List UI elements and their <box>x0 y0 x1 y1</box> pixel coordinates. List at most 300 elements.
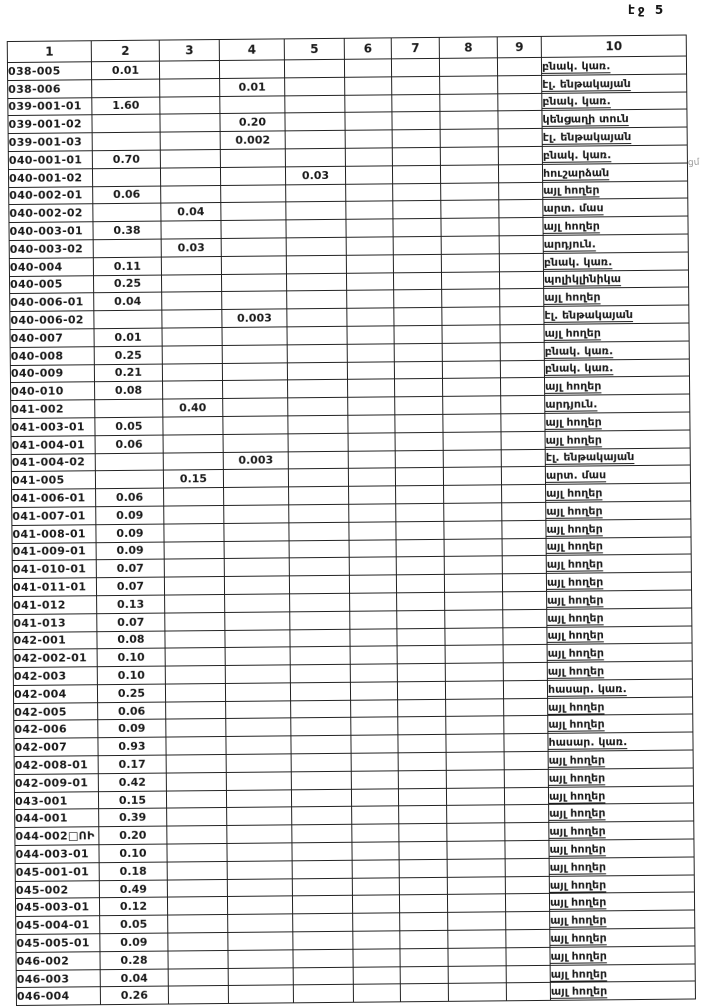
cell-value <box>345 166 392 184</box>
cell-code: 040-006-01 <box>10 293 94 312</box>
cell-code: 042-008-01 <box>14 756 98 775</box>
cell-value <box>286 202 346 220</box>
cell-value <box>291 789 351 807</box>
cell-value: 0.15 <box>163 470 223 488</box>
cell-value: 0.26 <box>100 986 168 1004</box>
cell-value <box>353 984 400 1002</box>
cell-value <box>395 450 443 468</box>
cell-value <box>498 75 542 93</box>
cell-value <box>352 895 399 913</box>
cell-value <box>398 699 446 717</box>
cell-value: 0.49 <box>99 880 167 898</box>
cell-value <box>291 753 351 771</box>
cell-landuse <box>542 74 687 93</box>
cell-value <box>227 825 292 843</box>
cell-value <box>159 61 219 79</box>
cell-value: 1.60 <box>92 97 160 115</box>
cell-value: 0.05 <box>95 417 163 435</box>
cell-value <box>352 806 399 824</box>
landuse-text: հուշարձան <box>542 165 610 180</box>
cell-value <box>506 929 550 947</box>
cell-value <box>504 716 548 734</box>
cell-value <box>396 521 444 539</box>
cell-value <box>160 78 220 96</box>
cell-value: 0.25 <box>97 684 165 702</box>
cell-value <box>288 380 348 398</box>
cell-value <box>448 948 506 966</box>
cell-value: 0.08 <box>95 381 163 399</box>
cell-value <box>347 361 394 379</box>
cell-landuse <box>542 92 687 111</box>
cell-value <box>289 504 349 522</box>
landuse-text: այլ հողեր <box>548 788 606 803</box>
cell-value <box>397 628 445 646</box>
cell-value <box>221 238 286 256</box>
cell-value <box>226 754 291 772</box>
cell-value <box>442 289 500 307</box>
cell-value <box>395 414 443 432</box>
cell-value <box>498 93 542 111</box>
cell-value <box>447 894 505 912</box>
landuse-text: այլ հողեր <box>550 966 608 981</box>
cell-value <box>398 735 446 753</box>
cell-value <box>443 467 501 485</box>
cell-value <box>398 717 446 735</box>
cell-value <box>223 380 288 398</box>
cell-value <box>288 451 348 469</box>
cell-code: 041-008-01 <box>12 524 96 543</box>
cell-value <box>442 325 500 343</box>
cell-value <box>392 165 440 183</box>
cell-value <box>400 948 448 966</box>
landuse-text: էլ. ենթակայան <box>545 450 635 465</box>
cell-value: 0.05 <box>100 915 168 933</box>
cell-value <box>506 965 550 983</box>
cell-value <box>164 541 224 559</box>
cell-value <box>502 520 546 538</box>
cell-value <box>393 272 441 290</box>
cell-value <box>348 433 395 451</box>
landuse-text: հասար. կառ. <box>548 735 628 750</box>
cell-value <box>398 788 446 806</box>
cell-value <box>349 486 396 504</box>
cell-value <box>223 398 288 416</box>
cell-code: 041-003-01 <box>11 418 95 437</box>
cell-value <box>441 254 499 272</box>
cell-value <box>440 76 498 94</box>
cell-value <box>392 94 440 112</box>
cell-value <box>399 877 447 895</box>
cell-value <box>293 914 353 932</box>
cell-value <box>166 772 226 790</box>
cell-value <box>167 808 227 826</box>
cell-value <box>292 896 352 914</box>
landuse-text: այլ հողեր <box>548 753 606 767</box>
landuse-text: այլ հողեր <box>546 557 604 572</box>
cell-value <box>167 844 227 862</box>
cell-value <box>397 592 445 610</box>
cell-value <box>220 167 285 185</box>
cell-value <box>166 737 226 755</box>
cell-landuse <box>546 537 691 556</box>
landuse-text: այլ հողեր <box>547 593 604 607</box>
cell-landuse <box>542 145 687 164</box>
cell-value <box>290 647 350 665</box>
cell-value <box>291 718 351 736</box>
cell-value <box>504 698 548 716</box>
cell-value <box>351 771 398 789</box>
header-cell: 3 <box>159 40 219 62</box>
cell-value <box>447 805 505 823</box>
cell-value <box>351 753 398 771</box>
cell-value <box>293 967 353 985</box>
cell-value <box>93 239 161 257</box>
cell-value <box>352 842 399 860</box>
cell-value <box>224 487 289 505</box>
cell-code: 046-003 <box>16 969 100 988</box>
cell-value <box>221 184 286 202</box>
cell-value <box>400 913 448 931</box>
landuse-text: այլ հողեր <box>545 379 602 394</box>
cell-value <box>160 132 220 150</box>
cell-value: 0.04 <box>161 203 221 221</box>
cell-value <box>227 861 292 879</box>
cell-value: 0.42 <box>98 773 166 791</box>
cell-value <box>448 930 506 948</box>
cell-value <box>500 324 544 342</box>
table-body <box>7 56 695 1006</box>
cell-value <box>500 360 544 378</box>
header-cell: 6 <box>344 38 391 59</box>
cell-value <box>393 254 441 272</box>
cell-value <box>502 538 546 556</box>
cell-landuse <box>547 643 692 662</box>
cell-code: 038-006 <box>8 80 92 99</box>
cell-value <box>221 202 286 220</box>
cell-value <box>446 734 504 752</box>
cell-value <box>287 344 347 362</box>
cell-value <box>292 807 352 825</box>
cell-code: 044-002□ՈԻ <box>15 827 99 846</box>
cell-value <box>224 505 289 523</box>
cell-code: 045-004-01 <box>16 916 100 935</box>
cell-value <box>286 273 346 291</box>
cell-value: 0.10 <box>97 666 165 684</box>
cell-code: 041-013 <box>13 613 97 632</box>
cell-value <box>228 932 293 950</box>
cell-value <box>447 876 505 894</box>
cell-value <box>285 148 345 166</box>
cell-value <box>222 345 287 363</box>
cell-code: 039-001-03 <box>8 133 92 152</box>
cell-landuse <box>542 163 687 182</box>
cell-landuse <box>549 821 694 840</box>
cell-value <box>162 292 222 310</box>
cell-value <box>287 362 347 380</box>
cell-code: 044-003-01 <box>15 845 99 864</box>
cell-value <box>504 734 548 752</box>
cell-value <box>396 574 444 592</box>
cell-value <box>291 736 351 754</box>
cell-value: 0.21 <box>94 364 162 382</box>
cell-value: 0.04 <box>100 969 168 987</box>
cell-value <box>443 449 501 467</box>
cell-value <box>348 379 395 397</box>
cell-landuse <box>546 572 691 591</box>
landuse-text: արդյուն. <box>545 397 598 411</box>
header-cell: 4 <box>219 39 284 61</box>
cell-value: 0.09 <box>98 720 166 738</box>
cell-value <box>163 381 223 399</box>
cell-value <box>165 648 225 666</box>
cell-value <box>498 146 542 164</box>
cell-value <box>93 203 161 221</box>
cell-value <box>290 682 350 700</box>
cell-value <box>393 183 441 201</box>
cell-value <box>448 983 506 1001</box>
cell-code: 040-009 <box>10 364 94 383</box>
cell-value <box>290 629 350 647</box>
cell-value <box>392 147 440 165</box>
cell-value <box>220 149 285 167</box>
cell-value <box>347 308 394 326</box>
cell-code: 041-010-01 <box>12 560 96 579</box>
landuse-text: պոլիկլինիկա <box>543 272 622 287</box>
cell-value <box>445 663 503 681</box>
cell-value <box>227 878 292 896</box>
cell-value <box>392 112 440 130</box>
cell-value <box>444 538 502 556</box>
cell-value: 0.06 <box>98 702 166 720</box>
cell-code: 040-002-02 <box>9 204 93 223</box>
cell-value: 0.09 <box>96 542 164 560</box>
cell-value <box>349 539 396 557</box>
cell-value <box>161 185 221 203</box>
cell-value <box>394 343 442 361</box>
cell-value: 0.93 <box>98 737 166 755</box>
cell-value <box>165 666 225 684</box>
cell-value <box>95 399 163 417</box>
landuse-text: բնակ. կառ. <box>544 361 614 376</box>
cell-value: 0.39 <box>99 809 167 827</box>
cell-value <box>503 627 547 645</box>
cell-value <box>392 76 440 94</box>
cell-value <box>441 182 499 200</box>
cell-landuse <box>544 305 689 324</box>
cell-value <box>346 237 393 255</box>
cell-value: 0.003 <box>223 451 288 469</box>
cell-landuse <box>545 430 690 449</box>
cell-code: 042-003 <box>13 667 97 686</box>
cell-value: 0.07 <box>96 559 164 577</box>
cell-value <box>394 325 442 343</box>
cell-code: 040-005 <box>9 275 93 294</box>
header-cell: 8 <box>439 37 497 59</box>
cell-value <box>499 182 543 200</box>
cell-value <box>394 290 442 308</box>
cell-value <box>95 470 163 488</box>
cell-value <box>351 788 398 806</box>
cell-value <box>228 914 293 932</box>
cell-value <box>226 790 291 808</box>
cell-landuse <box>545 465 690 484</box>
cell-value <box>219 60 284 78</box>
cell-code: 041-007-01 <box>12 507 96 526</box>
cell-value <box>163 434 223 452</box>
landuse-text: այլ հողեր <box>549 824 606 839</box>
cell-value <box>160 96 220 114</box>
cell-code: 046-002 <box>16 952 100 971</box>
landuse-text: այլ հողեր <box>544 290 601 305</box>
cell-value <box>498 111 542 129</box>
landuse-text: էլ. ենթակայան <box>542 130 632 144</box>
cell-value <box>397 663 445 681</box>
cell-value <box>350 682 397 700</box>
cell-value <box>284 59 344 77</box>
cell-value <box>223 469 288 487</box>
cell-landuse <box>541 56 686 75</box>
cell-value <box>167 879 227 897</box>
cell-landuse <box>549 803 694 822</box>
landuse-text: այլ հողեր <box>547 664 605 678</box>
cell-value <box>506 947 550 965</box>
cell-value <box>165 594 225 612</box>
cell-landuse <box>548 714 693 733</box>
landuse-text: էլ. ենթակայան <box>544 308 634 322</box>
cell-landuse <box>543 270 688 289</box>
cell-value <box>160 167 220 185</box>
cell-value <box>225 612 290 630</box>
header-cell: 7 <box>391 37 439 58</box>
cell-value <box>501 467 545 485</box>
cell-value <box>168 950 228 968</box>
cell-value <box>448 912 506 930</box>
cell-value <box>292 842 352 860</box>
cell-value <box>397 610 445 628</box>
cell-code: 040-001-02 <box>8 169 92 188</box>
cell-value <box>447 859 505 877</box>
cell-value <box>445 645 503 663</box>
landuse-text: կենցաղի տուն <box>542 112 629 127</box>
cell-value: 0.06 <box>93 186 161 204</box>
cell-value <box>499 218 543 236</box>
cell-value: 0.10 <box>97 648 165 666</box>
cell-value <box>397 646 445 664</box>
cell-value: 0.06 <box>95 435 163 453</box>
cell-value <box>399 806 447 824</box>
cell-value <box>164 523 224 541</box>
cell-value <box>289 558 349 576</box>
cell-value <box>395 432 443 450</box>
cell-value <box>500 378 544 396</box>
stray-scan-mark: ցմ <box>687 157 700 169</box>
cell-value: 0.01 <box>220 78 285 96</box>
cell-value <box>505 876 549 894</box>
cell-value <box>161 221 221 239</box>
cell-landuse <box>549 892 694 911</box>
cell-landuse <box>548 786 693 805</box>
cell-value <box>352 877 399 895</box>
cell-value <box>400 966 448 984</box>
cell-value <box>346 219 393 237</box>
cell-value <box>345 112 392 130</box>
cell-code: 040-004 <box>9 257 93 276</box>
cell-value <box>399 895 447 913</box>
landuse-text: բնակ. կառ. <box>542 94 611 109</box>
cell-landuse <box>542 109 687 128</box>
cell-value <box>291 771 351 789</box>
cell-landuse <box>544 359 689 378</box>
cell-value <box>446 770 504 788</box>
cell-value <box>345 148 392 166</box>
cell-value <box>292 860 352 878</box>
cell-value <box>222 327 287 345</box>
cell-code: 042-006 <box>14 720 98 739</box>
page-number-label: էջ 5 <box>628 3 667 17</box>
landuse-text: հասար. կառ. <box>547 681 627 696</box>
cell-landuse <box>548 750 693 769</box>
cell-value <box>396 485 444 503</box>
cell-value <box>442 378 500 396</box>
cell-value <box>501 396 545 414</box>
cell-value <box>506 983 550 1001</box>
cell-value <box>165 630 225 648</box>
cell-landuse <box>546 554 691 573</box>
cell-value <box>448 965 506 983</box>
landuse-text: այլ հողեր <box>547 610 604 625</box>
cell-value <box>228 967 293 985</box>
cell-value <box>399 859 447 877</box>
cell-landuse <box>549 875 694 894</box>
land-parcel-table <box>7 35 696 1007</box>
cell-value <box>168 968 228 986</box>
cell-value <box>226 736 291 754</box>
cell-value <box>164 577 224 595</box>
cell-value <box>292 878 352 896</box>
cell-value <box>164 559 224 577</box>
cell-value <box>288 469 348 487</box>
cell-landuse <box>544 287 689 306</box>
cell-value <box>351 735 398 753</box>
cell-value <box>220 95 285 113</box>
cell-value <box>503 609 547 627</box>
cell-value: 0.04 <box>94 292 162 310</box>
cell-code: 041-012 <box>13 596 97 615</box>
cell-value <box>287 291 347 309</box>
landuse-text: այլ հողեր <box>547 646 604 661</box>
cell-landuse <box>544 323 689 342</box>
cell-value <box>351 717 398 735</box>
cell-value <box>163 416 223 434</box>
cell-code: 041-005 <box>11 471 95 490</box>
cell-value <box>439 58 497 76</box>
cell-value <box>446 716 504 734</box>
cell-value <box>445 592 503 610</box>
cell-value <box>221 220 286 238</box>
cell-value: 0.01 <box>91 61 159 79</box>
cell-value <box>226 718 291 736</box>
cell-value <box>440 93 498 111</box>
cell-landuse <box>548 697 693 716</box>
cell-value <box>346 272 393 290</box>
cell-value <box>504 787 548 805</box>
landuse-text: արտ. մաս <box>545 468 607 483</box>
landuse-text: այլ հողեր <box>548 771 606 785</box>
cell-value <box>445 681 503 699</box>
cell-value <box>442 343 500 361</box>
landuse-text: բնակ. կառ. <box>542 148 612 162</box>
cell-landuse <box>545 412 690 431</box>
